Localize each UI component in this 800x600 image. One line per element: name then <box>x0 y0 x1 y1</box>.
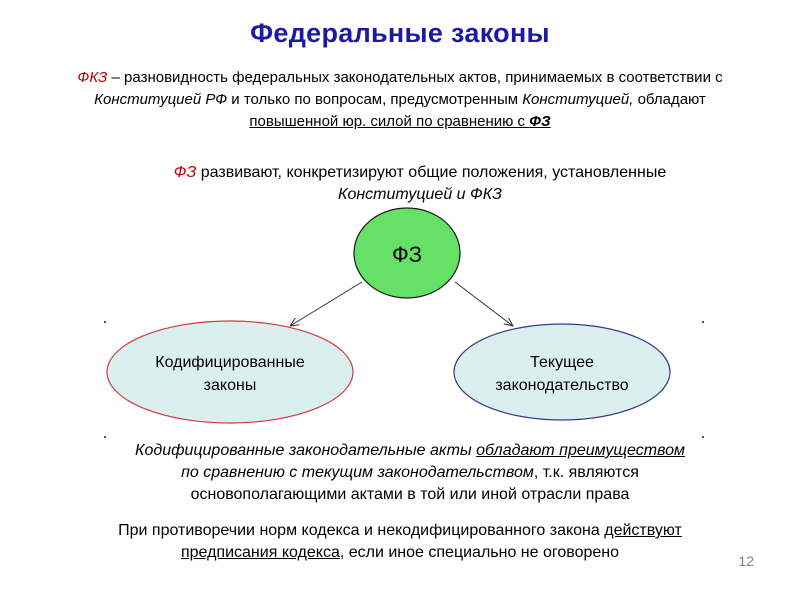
p4-underlined-1: действуют <box>604 522 682 539</box>
codified-laws-label-1: Кодифицированные <box>155 354 305 371</box>
codified-laws-label-2: законы <box>203 377 257 394</box>
decorative-dot <box>702 321 704 323</box>
fkz-underlined-text: повышенной юр. силой по сравнению с <box>249 113 530 130</box>
decorative-dot <box>702 436 704 438</box>
arrow-to-codified <box>290 282 362 326</box>
p4-text-2: , если иное специально не оговорено <box>339 544 620 561</box>
codified-advantage-text <box>40 440 780 506</box>
current-legislation-label-1: Текущее <box>530 354 594 371</box>
p3-italic-2: по сравнению с текущим законодательством <box>181 464 534 481</box>
p3-rest-1: , т.к. являются <box>533 464 639 481</box>
p4-underlined-2: предписания кодекса <box>180 544 340 561</box>
current-legislation-node <box>454 324 670 420</box>
fz-term-bold: ФЗ <box>529 113 551 130</box>
fkz-text-2: и только по вопросам, предусмотренным <box>227 91 523 108</box>
p3-italic-1: Кодифицированные законодательные акты <box>135 442 477 459</box>
page-number: 12 <box>738 553 754 569</box>
fkz-term: ФКЗ <box>77 69 108 86</box>
p3-italic-underlined: обладают преимуществом <box>476 442 685 459</box>
decorative-dot <box>104 321 106 323</box>
slide-title: Федеральные законы <box>250 18 550 48</box>
p4-text-1: При противоречии норм кодекса и некодифицированного закона <box>118 522 605 539</box>
fz-description-italic: Конституцией и ФКЗ <box>338 186 502 203</box>
fz-term: ФЗ <box>173 164 197 181</box>
decorative-dot <box>104 436 106 438</box>
current-legislation-label-2: законодательство <box>495 377 629 394</box>
codified-laws-node <box>107 321 353 423</box>
fkz-text-3: обладают <box>633 91 706 108</box>
arrow-to-current <box>455 282 513 326</box>
fz-node-label: ФЗ <box>391 242 423 267</box>
fkz-text-1: – разновидность федеральных законодательных актов, принимаемых в соответствии с <box>107 69 723 86</box>
conflict-rule-text <box>20 520 780 564</box>
constitution-rf-term: Конституцией РФ <box>94 91 228 108</box>
p3-rest-2: основополагающими актами в той или иной отрасли права <box>190 486 630 503</box>
constitution-term: Конституцией, <box>522 91 634 108</box>
fz-description-text: развивают, конкретизируют общие положения, установленные <box>196 164 667 181</box>
